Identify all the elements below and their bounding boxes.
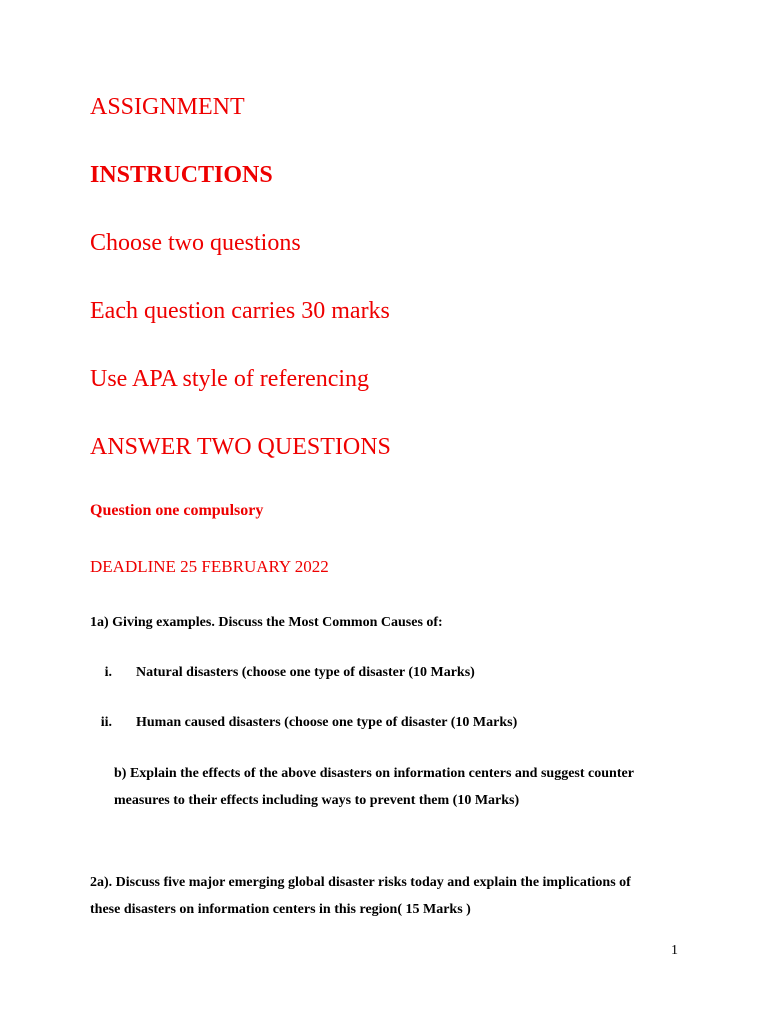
instruction-marks: Each question carries 30 marks [90,298,390,324]
list-item-number: i. [104,665,112,680]
question-1a: 1a) Giving examples. Discuss the Most Common Causes of: [90,615,443,630]
list-item-natural-disasters: Natural disasters (choose one type of disaster (10 Marks) [136,665,475,680]
deadline: DEADLINE 25 FEBRUARY 2022 [90,557,329,576]
question-1b-line2: measures to their effects including ways to prevent them (10 Marks) [114,793,520,808]
list-item-number: ii. [100,715,112,730]
instructions-heading: INSTRUCTIONS [90,162,273,188]
answer-two-heading: ANSWER TWO QUESTIONS [90,434,391,460]
page-number: 1 [671,943,678,958]
question-1b-line1: b) Explain the effects of the above disasters on information centers and suggest counter [114,766,634,781]
question-2a-line2: these disasters on information centers in this region( 15 Marks ) [90,902,471,917]
question-2a-line1: 2a). Discuss five major emerging global disaster risks today and explain the implications of [90,875,631,890]
assignment-title: ASSIGNMENT [90,94,245,120]
list-item-human-disasters: Human caused disasters (choose one type of disaster (10 Marks) [136,715,518,730]
instruction-choose-two: Choose two questions [90,230,301,256]
compulsory-note: Question one compulsory [90,502,264,519]
instruction-referencing: Use APA style of referencing [90,366,370,392]
